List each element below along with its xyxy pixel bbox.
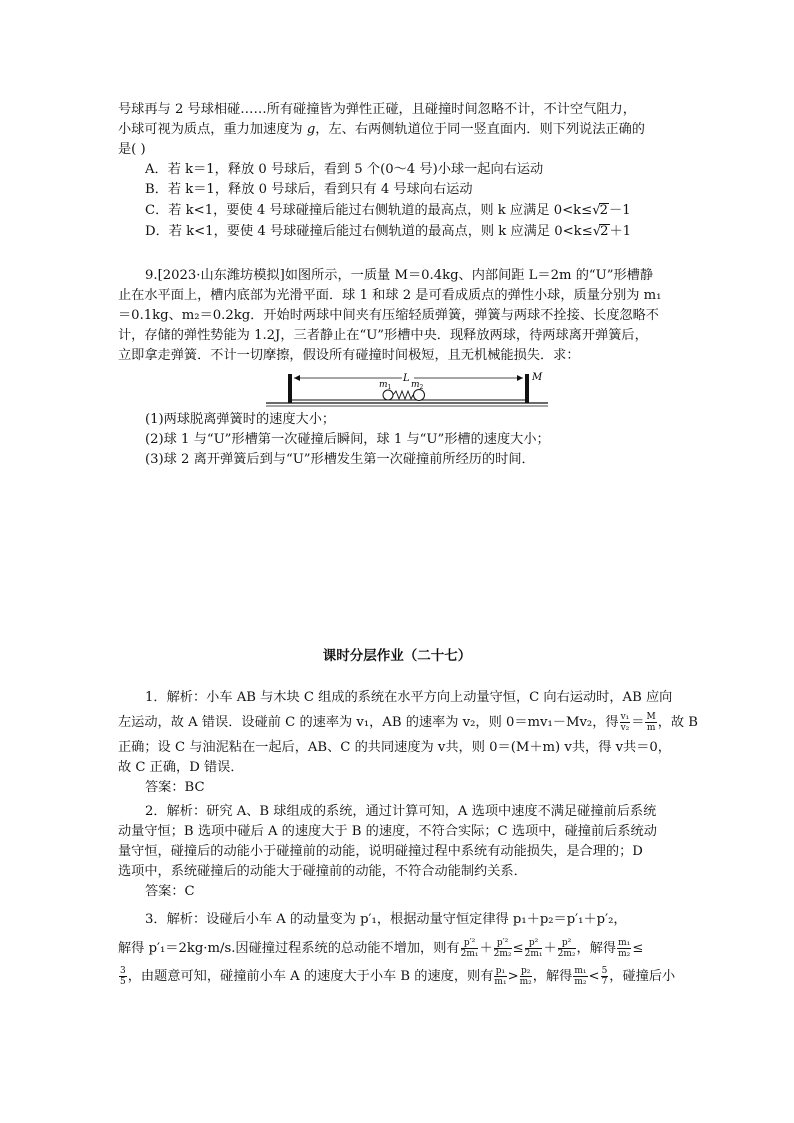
a3-line-3: $\frac{3}{5}$ ，由题意可知，碰撞前小车 A 的速度大于小车 B 的速度，则有 $\frac{\text{p₁}}{\text{m₁}}$ > $\frac{\text{p₂}}{\text{m₂}}$ ，解得 $\frac{\text{m₁}}{\text{m₂}}$ < $\frac{5}{7}$ ，碰撞后小 [120, 966, 676, 987]
q8-option-d-text: D．若 k<1，要使 4 号球碰撞后能过右侧轨道的最高点，则 k 应满足 0<k≤ [145, 224, 593, 239]
ball-1 [383, 390, 393, 400]
length-label: L [403, 373, 410, 384]
a3-line-1: 3．解析：设碰后小车 A 的动量变为 p′₁，根据动量守恒定律得 p₁＋p₂＝p′₁＋p′₂， [145, 912, 627, 927]
section-title: 课时分层作业（二十七） [322, 648, 472, 664]
a3-frac-4-num: p² [558, 938, 576, 949]
trough-left-wall [288, 374, 292, 403]
a2-answer: 答案：C [145, 884, 195, 899]
gravity-symbol: g [306, 122, 316, 137]
a2-line-2: 动量守恒；B 选项中碰后 A 的速度大于 B 的速度，不符合实际；C 选项中，碰撞前后系统动 [118, 824, 657, 839]
a1-line-2-a: 左运动，故 A 错误．设碰前 C 的速率为 v₁，AB 的速率为 v₂，则 0＝mv₁－Mv₂，得 [118, 715, 619, 730]
velocity-ratio-fraction [620, 712, 631, 733]
mass-ratio-fraction [645, 712, 656, 733]
a3-frac-3-den: 2m₁ [524, 949, 543, 959]
a1-line-1: 1．解析：小车 AB 与木块 C 组成的系统在水平方向上动量守恒，C 向右运动时，AB 应向 [145, 690, 673, 705]
length-arrow-left-head [294, 375, 300, 381]
mass-ratio-den: m [646, 723, 656, 733]
a3-line-2: 解得 p′₁＝2kg·m/s.因碰撞过程系统的总动能不增加，则有 $\frac{\text{p′²}}{\text{2m₁}}$ ＋ $\frac{\text{p′²}}{\text{2m₂}}$ ≤ $\frac{\text{p²}}{\text{2m₁}}$ ＋ $\frac{\text{p²}}{\text{2m₂}}$ ，解得 $\frac{\text{m₁}}{\text{m₂}}$ ≤ [118, 938, 644, 959]
a1-equals: ＝ [631, 715, 645, 730]
a3-frac-6 [494, 966, 506, 987]
a3-bound-den: 5 [120, 977, 126, 987]
q9-line-2: 止在水平面上，槽内底部为光滑平面．球 1 和球 2 是可看成质点的弹性小球，质量分别为 m₁ [118, 288, 662, 303]
a1-line-2-b: ，故 B [657, 715, 698, 730]
q8-option-d: D．若 k<1，要使 4 号球碰撞后能过右侧轨道的最高点，则 k 应满足 0<k≤√2＋1 [145, 224, 632, 239]
q9-sub-2: (2)球 1 与“U”形槽第一次碰撞后瞬间，球 1 与“U”形槽的速度大小； [145, 432, 550, 447]
trough-right-wall [525, 374, 529, 403]
velocity-ratio-den: v₂ [620, 723, 630, 733]
a3-line-2-a: 解得 p′₁＝2kg·m/s.因碰撞过程系统的总动能不增加，则有 [118, 941, 460, 956]
a3-frac-5-den: m₂ [618, 949, 631, 959]
q8-line-2-b: ，左、右两侧轨道位于同一竖直面内．则下列说法正确的 [315, 122, 645, 137]
q8-line-1: 号球再与 2 号球相碰……所有碰撞皆为弹性正碰，且碰撞时间忽略不计，不计空气阻力， [118, 102, 636, 117]
q9-sub-1: (1)两球脱离弹簧时的速度大小； [145, 412, 336, 427]
u-trough-figure [262, 368, 552, 408]
a1-line-2 [118, 712, 698, 733]
a3-frac-7-num: p₂ [521, 966, 531, 976]
q8-option-b: B．若 k＝1，释放 0 号球后，看到只有 4 号球向右运动 [145, 182, 473, 197]
ball-1-label: $m_1$ [379, 380, 392, 391]
a3-frac-3-num: p² [525, 938, 543, 949]
q9-line-5: 立即拿走弹簧．不计一切摩擦，假设所有碰撞时间极短，且无机械能损失．求： [118, 348, 580, 363]
a3-frac-9 [601, 966, 609, 987]
a3-line-3-c: < [588, 969, 600, 984]
a2-line-3: 量守恒，碰撞后的动能小于碰撞前的动能，说明碰撞过程中系统有动能损失，是合理的；D [118, 844, 643, 859]
a3-bound-num: 3 [120, 966, 126, 976]
a3-frac-5 [617, 938, 631, 959]
a3-frac-2-den: 2m₂ [493, 949, 512, 959]
q8-option-c-root: 2 [599, 203, 609, 218]
a3-frac-8-num: m₁ [574, 966, 587, 976]
a3-frac-8-den: m₂ [574, 977, 587, 987]
a3-frac-1-num: p′² [461, 938, 479, 949]
q8-option-d-tail: ＋1 [609, 224, 632, 239]
a3-frac-5-num: m₁ [618, 938, 631, 948]
mass-ratio-num: M [646, 712, 656, 722]
q8-line-2 [118, 120, 645, 140]
a3-frac-4 [558, 938, 576, 959]
a3-frac-9-den: 7 [601, 977, 608, 987]
a3-frac-2 [494, 938, 512, 959]
a3-frac-9-num: 5 [601, 966, 608, 976]
length-arrow-right-head [517, 375, 523, 381]
q9-line-4: 计，存储的弹性势能为 1.2J，三者静止在“U”形槽中央．现释放两球，待两球离开弹簧后， [118, 328, 648, 343]
a3-frac-1 [461, 938, 479, 959]
q9-line-1: 9.[2023·山东潍坊模拟]如图所示，一质量 M＝0.4kg、内部间距 L＝2m 的“U”形槽静 [145, 268, 654, 283]
q8-line-2-a: 小球可视为质点，重力加速度为 [118, 122, 307, 137]
a1-answer: 答案：BC [145, 780, 205, 795]
a3-frac-7-den: m₂ [519, 977, 532, 987]
a3-frac-7 [520, 966, 532, 987]
velocity-ratio-num: v₁ [620, 712, 630, 722]
a3-frac-1-den: 2m₁ [460, 949, 479, 959]
q8-option-c-tail: －1 [609, 203, 631, 218]
a3-frac-4-den: 2m₂ [557, 949, 576, 959]
a1-line-3: 正确；设 C 与油泥粘在一起后，AB、C 的共同速度为 v共，则 0＝(M＋m) v共，得 v共＝0， [118, 740, 671, 755]
a3-frac-6-den: m₁ [494, 977, 507, 987]
a3-bound-fraction [119, 966, 127, 987]
q8-option-a: A．若 k＝1，释放 0 号球后，看到 5 个(0～4 号)小球一起向右运动 [145, 162, 544, 177]
trough-mass-label: M [532, 372, 543, 383]
q8-line-3: 是( ) [118, 142, 146, 157]
a1-line-4: 故 C 正确，D 错误． [118, 760, 244, 775]
a3-line-2-c: ≤ [632, 941, 644, 956]
a2-line-4: 选项中，系统碰撞后的动能大于碰撞前的动能，不符合动能制约关系． [118, 864, 527, 879]
a3-line-2-b: ，解得 [576, 941, 617, 956]
a3-line-3-a: ，由题意可知，碰撞前小车 A 的速度大于小车 B 的速度，则有 [127, 969, 494, 984]
q8-option-d-root: 2 [600, 224, 609, 239]
a3-frac-6-num: p₁ [495, 966, 506, 976]
q8-option-c: C．若 k<1，要使 4 号球碰撞后能过右侧轨道的最高点，则 k 应满足 0<k≤√2－1 [145, 203, 631, 218]
a3-frac-3 [525, 938, 543, 959]
spring [393, 391, 413, 399]
q9-sub-3: (3)球 2 离开弹簧后到与“U”形槽发生第一次碰撞前所经历的时间． [145, 452, 535, 467]
a3-line-3-b: ，解得 [532, 969, 573, 984]
a2-line-1: 2．解析：研究 A、B 球组成的系统，通过计算可知，A 选项中速度不满足碰撞前后系统 [145, 804, 657, 819]
a3-frac-8 [573, 966, 587, 987]
a3-line-3-d: ，碰撞后小 [609, 969, 676, 984]
q9-line-3: ＝0.1kg、m₂＝0.2kg．开始时两球中间夹有压缩轻质弹簧，弹簧与两球不拴接、长度忽略不 [118, 308, 659, 323]
q8-option-c-text: C．若 k<1，要使 4 号球碰撞后能过右侧轨道的最高点，则 k 应满足 0<k≤ [145, 203, 593, 218]
ball-2-label: $m_2$ [411, 380, 424, 391]
ball-2 [414, 390, 425, 401]
a3-frac-2-num: p′² [494, 938, 512, 949]
